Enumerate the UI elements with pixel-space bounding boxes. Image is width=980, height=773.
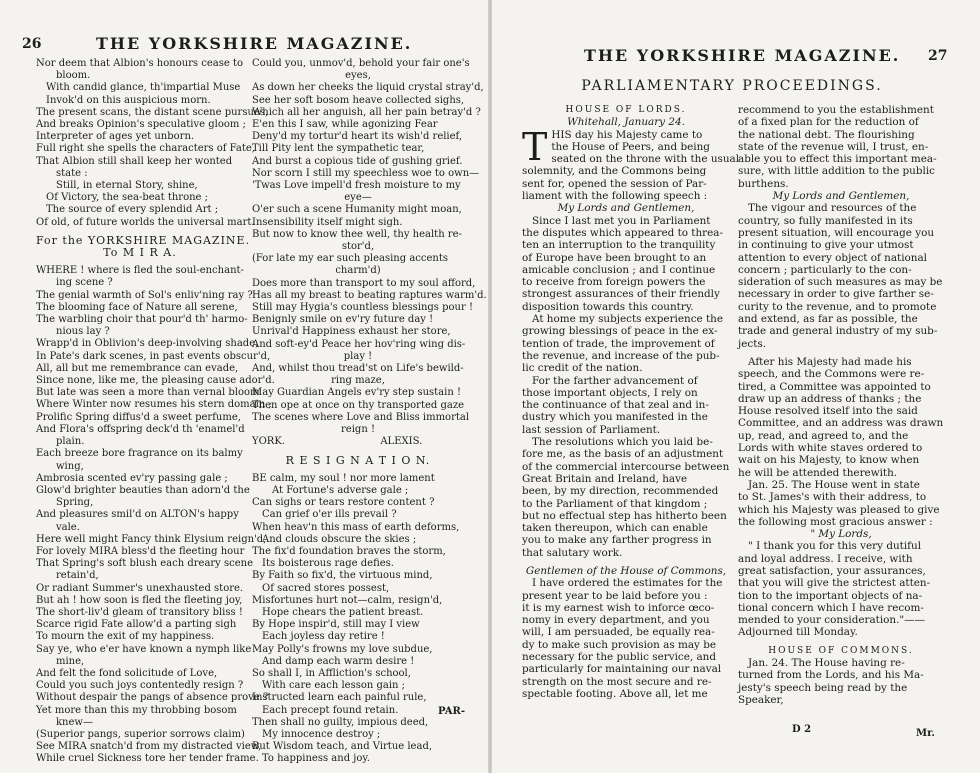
text-line: Which all her anguish, all her pain betray'd ? [252, 106, 481, 118]
text-line: up, read, and agreed to, and the [738, 429, 909, 442]
text-line: May Polly's frowns my love subdue, [252, 643, 433, 655]
text-line: That Spring's soft blush each dreary scene [36, 558, 254, 570]
text-line: Insensibility itself might sigh. [252, 216, 403, 228]
text-line: At home my subjects experience the [532, 313, 723, 326]
text-line: Its boisterous rage defies. [262, 558, 394, 570]
text-line: Each breeze bore fragrance on its balmy [36, 448, 243, 460]
text-line: To happiness and joy. [262, 753, 370, 765]
text-line: Each precept found retain. [262, 704, 399, 716]
text-line: Then ope at once on thy transported gaze [252, 399, 465, 411]
text-line: Speaker, [738, 693, 784, 706]
text-line: Yet more than this my throbbing bosom [36, 704, 237, 716]
text-line: Wrapp'd in Oblivion's deep-involving shade, [36, 338, 259, 350]
text-line: taken thereupon, which can enable [522, 522, 708, 535]
text-line: speech, and the Commons were re- [738, 368, 925, 381]
text-line: the continuance of that zeal and in- [522, 399, 709, 412]
text-line: And burst a copious tide of gushing grief. [252, 155, 463, 167]
text-line: that you will give the strictest atten- [738, 577, 931, 590]
text-line: " I thank you for this very dutiful [748, 540, 922, 553]
text-line: recommend to you the establishment [738, 104, 934, 116]
text-line: By Hope inspir'd, still may I view [252, 619, 420, 631]
text-line: tired, a Committee was appointed to [738, 380, 931, 393]
text-line: Scarce rigid Fate allow'd a parting sigh [36, 619, 237, 631]
text-line: will, I am persuaded, be equally rea- [522, 626, 715, 639]
text-line: WHERE ! where is fled the soul-enchant- [36, 265, 244, 277]
text-line: And breaks Opinion's speculative gloom ; [36, 119, 246, 131]
text-line: reign ! [341, 424, 375, 436]
text-line: tention of trade, the improvement of [522, 337, 715, 350]
text-line: Invok'd on this auspicious morn. [46, 94, 211, 106]
text-line: which his Majesty was pleased to give [738, 503, 940, 516]
text-line: of Europe have been brought to an [522, 251, 707, 264]
text-line: plain. [56, 436, 85, 448]
text-line: Could you, unmov'd, behold your fair one's [252, 58, 470, 69]
text-line: The fix'd foundation braves the storm, [252, 545, 446, 557]
dateline: Whitehall, January 24. [567, 116, 685, 129]
text-line: While cruel Sickness tore her tender frame. [36, 753, 259, 765]
text-line: But Wisdom teach, and Virtue lead, [252, 741, 433, 753]
text-line: And damp each warm desire ! [262, 655, 415, 667]
text-line: The source of every splendid Art ; [46, 204, 219, 216]
text-line: 'Twas Love impell'd fresh moisture to my [252, 180, 461, 192]
text-line: But ah ! how soon is fled the fleeting joy, [36, 594, 243, 606]
text-line: last session of Parliament. [522, 423, 661, 436]
left-column-1 [36, 58, 275, 768]
text-line: to St. James's with their address, to [738, 491, 927, 504]
text-line: bloom. [56, 70, 91, 82]
speech-address: My Lords and Gentlemen, [772, 190, 910, 203]
house-heading: HOUSE OF LORDS. [565, 105, 687, 115]
text-line: Committee, and an address was drawn [738, 417, 944, 430]
text-line: Adjourned till Monday. [738, 626, 858, 639]
text-line: trade and general industry of my sub- [738, 325, 938, 338]
text-line: But late was seen a more than vernal bloom [36, 387, 260, 399]
text-line: liament with the following speech : [522, 190, 708, 203]
text-line: See her soft bosom heave collected sighs, [252, 94, 465, 106]
text-line: Each joyless day retire ! [262, 631, 385, 643]
text-line: Or radiant Summer's unexhausted store. [36, 582, 244, 594]
text-line: Spring, [56, 497, 94, 509]
text-line: sure, with little addition to the public [738, 165, 935, 178]
text-line: jesty's speech being read by the [738, 681, 908, 694]
text-line: burthens. [738, 177, 789, 190]
text-line: he will be attended therewith. [738, 466, 898, 479]
text-line: particularly for maintaining our naval [522, 663, 722, 676]
text-line: been, by my direction, recommended [522, 485, 719, 498]
text-line: the following most gracious answer : [738, 515, 933, 528]
right-column-2 [738, 104, 944, 764]
catchword: PAR- [438, 706, 466, 717]
text-line: and extend, as far as possible, the [738, 313, 918, 326]
text-line: Unrival'd Happiness exhaust her store, [252, 326, 451, 338]
text-line: necessary for the public service, and [522, 651, 717, 664]
text-line: Of old, of future worlds the universal mart. [36, 216, 255, 228]
text-line: that salutary work. [522, 546, 623, 559]
text-line: Hope chears the patient breast. [262, 606, 424, 618]
text-line: That Albion still shall keep her wonted [36, 155, 233, 167]
text-line: HIS day his Majesty came to [551, 128, 703, 141]
text-line: As down her cheeks the liquid crystal stray'd, [252, 82, 484, 94]
text-line: sent for, opened the session of Par- [522, 177, 707, 190]
text-line: Lords with white staves ordered to [738, 442, 923, 455]
right-page [492, 0, 980, 773]
text-line: jects. [738, 337, 767, 350]
text-line: eyes, [345, 70, 371, 82]
text-line: Benignly smile on ev'ry future day ! [252, 314, 434, 326]
text-line: Can grief o'er ills prevail ? [262, 509, 397, 521]
text-line: fore me, as the basis of an adjustment [522, 448, 724, 461]
text-line: ring maze, [331, 375, 385, 387]
text-line: mended to your consideration."—— [738, 614, 925, 627]
text-line: mine, [56, 655, 85, 667]
text-line: the revenue, and increase of the pub- [522, 349, 720, 362]
text-line: wait on his Majesty, to know when [738, 454, 920, 467]
text-line: those important objects, I rely on [522, 386, 698, 399]
text-line: At Fortune's adverse gale ; [272, 484, 409, 496]
text-line: I have ordered the estimates for the [532, 577, 723, 590]
text-line: The genial warmth of Sol's enliv'ning ray ? [36, 289, 253, 301]
text-line: For lovely MIRA bless'd the fleeting hour [36, 545, 245, 557]
text-line: Say ye, who e'er have known a nymph like [36, 643, 252, 655]
text-line: vale. [56, 521, 80, 533]
text-line: Great Britain and Ireland, have [522, 472, 688, 485]
text-line: the disputes which appeared to threa- [522, 226, 723, 239]
text-line: The short-liv'd gleam of transitory bliss ! [36, 606, 243, 618]
text-line: And, whilst thou tread'st on Life's bewild- [252, 363, 464, 375]
text-line: For the farther advancement of [532, 374, 698, 387]
text-line: eye— [344, 192, 372, 204]
text-line: O'er such a scene Humanity might moan, [252, 204, 462, 216]
text-line: Since none, like me, the pleasing cause ador'd. [36, 375, 275, 387]
text-line: curity to the revenue, and to promote [738, 300, 937, 313]
text-line: Of sacred stores possest, [262, 582, 390, 594]
text-line: wing, [56, 460, 84, 472]
speech-address: Gentlemen of the House of Commons, [525, 564, 727, 577]
text-line: Glow'd brighter beauties than adorn'd the [36, 484, 250, 496]
signature-mark: D 2 [792, 724, 812, 735]
text-line: solemnity, and the Commons being [522, 165, 707, 178]
text-line: dustry which you manifested in the [522, 411, 708, 424]
text-line: present situation, will encourage you [738, 226, 935, 239]
text-line: When heav'n this mass of earth deforms, [252, 521, 460, 533]
poem-source-heading: For the YORKSHIRE MAGAZINE. [36, 233, 251, 247]
text-line: to the Parliament of that kingdom ; [522, 497, 708, 510]
text-line: growing blessings of peace in the ex- [522, 325, 718, 338]
text-line: And Flora's offspring deck'd th 'enamel'd [36, 423, 245, 435]
text-line: spectable footing. Above all, let me [522, 687, 708, 700]
running-head: THE YORKSHIRE MAGAZINE. [584, 46, 901, 65]
text-line: Still may Hygia's countless blessings pour ! [252, 302, 473, 314]
text-line: retain'd, [56, 570, 99, 582]
text-line: Could you such joys contentedly resign ? [36, 680, 244, 692]
text-line: Does more than transport to my soul afford, [252, 277, 476, 289]
text-line: Prolific Spring diffus'd a sweet perfume, [36, 411, 241, 423]
text-line: seated on the throne with the usual [551, 153, 740, 166]
speech-address: My Lords and Gentlemen, [557, 202, 695, 215]
text-line: All, all but me remembrance can evade, [36, 362, 239, 374]
text-line: Till Pity lent the sympathetic tear, [252, 143, 425, 155]
house-heading: HOUSE OF COMMONS. [768, 645, 914, 656]
text-line: attention to every object of national [738, 251, 928, 264]
section-title: PARLIAMENTARY PROCEEDINGS. [581, 78, 883, 94]
text-line: but no effectual step has hitherto been [522, 509, 727, 522]
text-line: concern ; particularly to the con- [738, 263, 912, 276]
text-line: In Pate's dark scenes, in past events obscur'd, [36, 350, 271, 362]
text-line: the House of Peers, and being [551, 140, 710, 153]
text-line: Since I last met you in Parliament [532, 214, 711, 227]
text-line: you to make any farther progress in [522, 534, 712, 547]
text-line: And felt the fond solicitude of Love, [36, 667, 218, 679]
text-line: The scenes where Love and Bliss immortal [252, 411, 470, 423]
text-line: Still, in eternal Story, shine, [56, 180, 198, 192]
text-line: Here well might Fancy think Elysium reign'd, [36, 533, 267, 545]
text-line: Misfortunes hurt not—calm, resign'd, [252, 594, 443, 606]
text-line: country, so fully manifested in its [738, 214, 913, 227]
text-line: With care each lesson gain ; [262, 680, 406, 692]
text-line: (For late my ear such pleasing accents [252, 253, 448, 265]
text-line: able you to effect this important mea- [738, 153, 937, 166]
left-page [0, 0, 488, 773]
text-line: The present scans, the distant scene pursues, [36, 106, 269, 118]
page-number: 26 [22, 36, 42, 52]
text-line: The warbling choir that pour'd th' harmo- [36, 314, 248, 326]
text-line: Nor scorn I still my speechless woe to own— [252, 167, 480, 179]
catchword: Mr. [916, 728, 935, 739]
drop-cap: T [522, 124, 548, 169]
running-head: THE YORKSHIRE MAGAZINE. [96, 34, 413, 53]
left-column-2 [252, 58, 487, 768]
text-line: Without despair the pangs of absence prove ? [36, 692, 269, 704]
text-line: The resolutions which you laid be- [532, 436, 713, 449]
text-line: strongest assurances of their friendly [522, 288, 720, 301]
text-line: tional concern which I have recom- [738, 601, 924, 614]
text-line: The vigour and resources of the [748, 202, 917, 215]
text-line: Jan. 24. The House having re- [748, 657, 905, 670]
text-line: the national debt. The flourishing [738, 128, 915, 141]
text-line: And soft-ey'd Peace her hov'ring wing dis- [252, 338, 466, 350]
text-line: tion to the important objects of na- [738, 589, 923, 602]
text-line: But now to know thee well, thy health re- [252, 228, 462, 240]
text-line: Where Winter now resumes his stern domain ; [36, 399, 272, 411]
text-line: Jan. 25. The House went in state [748, 478, 920, 491]
text-line: (Superior pangs, superior sorrows claim) [36, 728, 245, 740]
text-line: E'en this I saw, while agonizing Fear [252, 119, 438, 131]
text-line: Nor deem that Albion's honours cease to [36, 58, 243, 69]
text-line: play ! [343, 350, 373, 362]
text-line: sideration of such measures as may be [738, 276, 943, 289]
text-line: After his Majesty had made his [748, 355, 912, 368]
text-line: of the commercial intercourse between [522, 460, 730, 473]
text-line: great satisfaction, your assurances, [738, 564, 926, 577]
text-line: to receive from foreign powers the [522, 276, 706, 289]
text-line: of a fixed plan for the reduction of [738, 116, 919, 129]
text-line: BE calm, my soul ! nor more lament [252, 472, 435, 484]
text-line: Full right she spells the characters of Fate, [36, 143, 255, 155]
text-line: Can sighs or tears restore content ? [252, 497, 435, 509]
speech-address: " My Lords, [810, 528, 872, 541]
text-line: The blooming face of Nature all serene, [36, 301, 238, 313]
text-line: Then shall no guilty, impious deed, [252, 716, 429, 728]
page-number: 27 [928, 48, 948, 64]
text-line: House resolved itself into the said [738, 405, 918, 418]
text-line: dy to make such provision as may be [522, 638, 717, 651]
text-line: draw up an address of thanks ; the [738, 392, 922, 405]
text-line: lic credit of the nation. [522, 362, 643, 375]
text-line: And clouds obscure the skies ; [262, 533, 417, 545]
text-line: My innocence destroy ; [262, 728, 381, 740]
text-line: By Faith so fix'd, the virtuous mind, [252, 570, 433, 582]
text-line: nious lay ? [56, 326, 110, 338]
text-line: knew— [56, 716, 93, 728]
text-line: See MIRA snatch'd from my distracted view, [36, 741, 262, 753]
text-line: ten an interruption to the tranquility [522, 239, 716, 252]
text-line: To mourn the exit of my happiness. [36, 631, 215, 643]
text-line: turned from the Lords, and his Ma- [738, 669, 924, 682]
text-line: With candid glance, th'impartial Muse [46, 82, 241, 94]
text-line: in continuing to give your utmost [738, 239, 914, 252]
text-line: May Guardian Angels ev'ry step sustain ! [252, 387, 461, 399]
text-line: And pleasures smil'd on ALTON's happy [36, 509, 239, 521]
text-line: necessary in order to give farther se- [738, 288, 934, 301]
text-line: Has all my breast to beating raptures warm'd. [252, 289, 487, 301]
text-line: amicable conclusion ; and I continue [522, 263, 716, 276]
poem-title: To M I R A. [103, 246, 177, 260]
text-line: Instructed learn each painful rule, [252, 692, 427, 704]
poem-signature: YORK. ALEXIS. [252, 436, 423, 448]
text-line: strength on the most secure and re- [522, 675, 712, 688]
text-line: Ambrosia scented ev'ry passing gale ; [36, 472, 228, 484]
text-line: disposition towards this country. [522, 300, 694, 313]
text-line: ing scene ? [56, 277, 113, 289]
right-column-1 [522, 104, 740, 764]
text-line: and loyal address. I receive, with [738, 552, 913, 565]
text-line: So shall I, in Affliction's school, [252, 667, 411, 679]
text-line: present year to be laid before you : [522, 589, 708, 602]
text-line: Deny'd my tortur'd heart its wish'd relief, [252, 131, 463, 143]
text-line: nomy in every department, and you [522, 614, 710, 627]
text-line: stor'd, [341, 241, 375, 253]
text-line: Of Victory, the sea-beat throne ; [46, 192, 209, 204]
text-line: state of the revenue will, I trust, en- [738, 140, 929, 153]
text-line: Interpreter of ages yet unborn. [36, 131, 195, 143]
text-line: it is my earnest wish to inforce œco- [522, 601, 715, 614]
poem-title: R E S I G N A T I O N. [285, 453, 431, 467]
text-line: charm'd) [335, 265, 381, 277]
text-line: state : [56, 167, 88, 179]
